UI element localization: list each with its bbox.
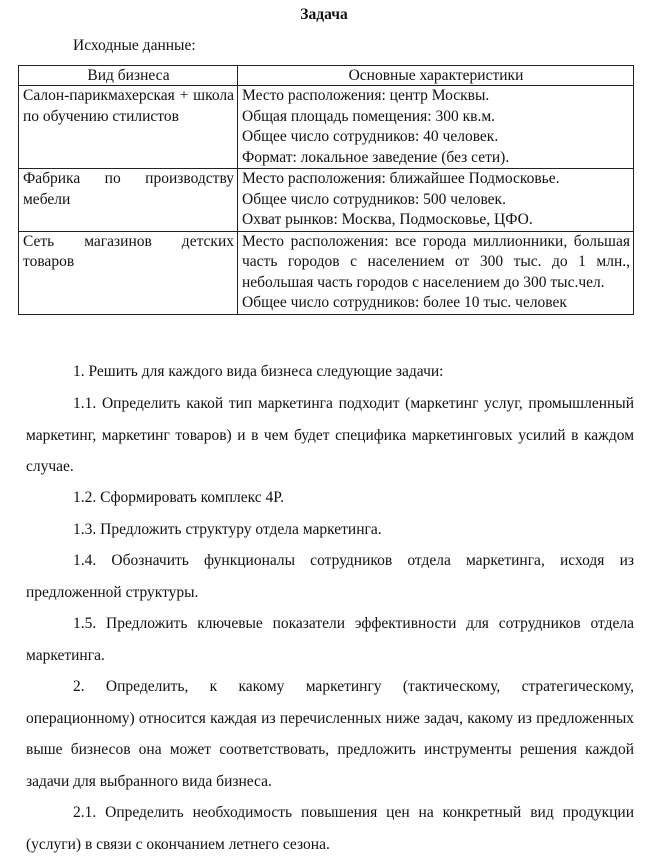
characteristic-line: Место расположения: все города миллионники, большая часть городов с населением от 300 тыс. до 1 млн., небольшая часть городов с населением до 300 тыс.чел. (242, 232, 630, 291)
characteristics-cell (238, 86, 634, 169)
characteristic-line: Общее число сотрудников: 500 человек. (242, 190, 506, 208)
business-cell: Сеть магазинов детских товаров (19, 231, 238, 314)
characteristic-line: Охват рынков: Москва, Подмосковье, ЦФО. (242, 211, 533, 228)
task-1-2 (26, 482, 634, 514)
characteristic-line: Формат: локальное заведение (без сети). (242, 148, 510, 166)
task-2-1-text: 2.1. Определить необходимость повышения цен на конкретный вид продукции (услуги) в связи с окончанием летнего сезона. (26, 804, 634, 853)
table-header-row (19, 66, 634, 86)
task-1-4-text: 1.4. Обозначить функционалы сотрудников отдела маркетинга, исходя из предложенной структуры. (26, 552, 634, 601)
task-2-1 (26, 797, 634, 860)
characteristics-cell (238, 231, 634, 314)
task-1-4 (26, 545, 634, 608)
table-row (19, 86, 634, 169)
task-1-3-text: 1.3. Предложить структуру отдела маркетинга. (73, 521, 382, 538)
characteristic-line: Место расположения: ближайшее Подмосковье. (242, 170, 560, 187)
business-cell: Салон-парикмахерская + школа по обучению стилистов (19, 86, 238, 169)
column-header-characteristics: Основные характеристики (238, 66, 634, 86)
table-row (19, 231, 634, 314)
business-table (18, 65, 634, 315)
task-1-5-text: 1.5. Предложить ключевые показатели эффективности для сотрудников отдела маркетинга. (26, 615, 634, 664)
document-subtitle: Исходные данные: (73, 37, 196, 54)
task-1-3 (26, 514, 634, 546)
task-2 (26, 671, 634, 797)
task-2-text: 2. Определить, к какому маркетингу (тактическому, стратегическому, операционному) относится каждая из перечисленных ниже задач, какому из предложенных выше бизнесов она может соответствовать, предложить инструменты решения каждой задачи для выбранного вида бизнеса. (26, 678, 634, 790)
table-row (19, 169, 634, 232)
business-cell: Фабрика по производству мебели (19, 169, 238, 232)
characteristic-line: Место расположения: центр Москвы. (242, 87, 490, 104)
characteristic-line: Общее число сотрудников: более 10 тыс. человек (242, 294, 567, 311)
task-1-1-text: 1.1. Определить какой тип маркетинга подходит (маркетинг услуг, промышленный маркетинг, маркетинг товаров) и в чем будет специфика маркетинговых усилий в каждом случае. (26, 395, 634, 475)
task-1-1 (26, 388, 634, 483)
document-title: Задача (300, 6, 348, 23)
characteristic-line: Общая площадь помещения: 300 кв.м. (242, 107, 496, 125)
task-1: 1. Решить для каждого вида бизнеса следующие задачи: (73, 363, 444, 380)
characteristics-cell (238, 169, 634, 232)
task-1-2-text: 1.2. Сформировать комплекс 4P. (73, 489, 285, 506)
characteristic-line: Общее число сотрудников: 40 человек. (242, 128, 499, 145)
task-1-5 (26, 608, 634, 671)
column-header-business: Вид бизнеса (19, 66, 238, 86)
